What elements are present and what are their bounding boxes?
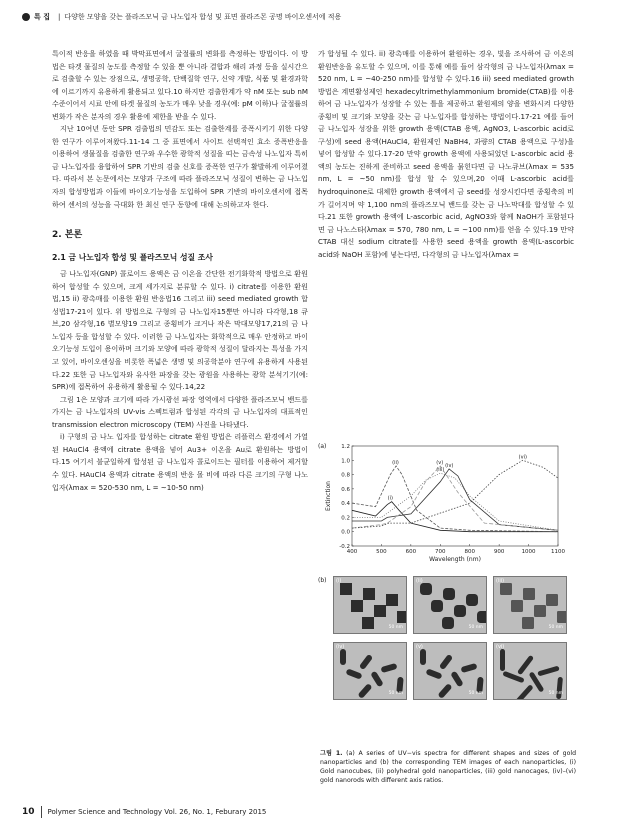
- nanoparticle: [477, 611, 487, 623]
- header-tag: 특 집: [34, 13, 50, 21]
- nanoparticle: [534, 605, 546, 617]
- nanoparticle: [357, 683, 372, 699]
- paragraph: 특이적 반응을 하였을 때 박막표면에서 굴절률의 변화를 측정하는 방법이다. 이 방법은 타겟 물질의 농도를 측정할 수 있을 뿐 아니라 결합과 해리 과정 등을 실시간으로 검출할 수 있는 장점으로, 생명공학, 단백질학 연구, 신약 개발, 식품 및 환경과학에 이르기까지 유용하게 활용되고 있다.10 하지만 검출한계가 약 nM 또는 sub nM 수준이어서 시료 안에 타겟 물질의 농도가 매우 낮을 경우(예: pM 이하)나 굴절률의 변화가 작은 분자의 경우 활용에 제한을 받을 수 있다.: [52, 49, 308, 121]
- header-separator: |: [57, 13, 61, 21]
- journal-info: Polymer Science and Technology Vol. 26, No. 1, Feburary 2015: [47, 808, 267, 816]
- nanoparticle: [466, 594, 478, 606]
- page-number: 10: [22, 807, 35, 817]
- tem-panel-label: (iv): [336, 644, 345, 650]
- y-axis-label: Extinction: [325, 481, 332, 511]
- nanoparticle: [340, 649, 346, 665]
- tem-panel-label: (ii): [416, 578, 423, 584]
- nanoparticle: [437, 683, 452, 699]
- nanoparticle: [431, 600, 443, 612]
- page-footer: [22, 806, 266, 818]
- series-line-5: [352, 466, 558, 530]
- nanoparticle: [454, 605, 466, 617]
- paragraph: 금 나노입자(GNP) 콜로이드 용액은 금 이온을 간단한 전기화학적 방법으로 환원하여 합성할 수 있으며, 크게 세가지로 분류할 수 있다. i) citrate를 이용한 환원법,15 ii) 광촉매를 이용한 환원 반응법16 그리고 iii) seed mediated growth 합성법17-21이 있다. 위 방법으로 구형의 금 나노입자15뿐만 아니라 다각형,18 큐브,20 삼각형,16 별모양19 그리고 종횡비가 크거나 작은 막대모양17,21의 금 나노입자 등을 합성할 수 있다. 이러한 금 나노입자는 화학적으로 매우 안정하고 바이오기능성 도입이 용이하며 크기와 모양에 따라 광학적 성질이 달라지는 특성을 가지고 있어, 바이오센싱을 비롯한 폭넓은 생명 및 의공학분야 연구에 유용하게 사용된다.22 또한 금 나노입자와 유사한 파장을 갖는 광원을 사용하는 광학 분석기기(예: SPR)에 접목하여 유용하게 활용될 수 있다.14,22: [52, 269, 308, 392]
- series-label-4: (iv): [445, 462, 454, 469]
- nanoparticle: [386, 594, 398, 606]
- series-label-5: (v): [436, 460, 444, 466]
- nanoparticle: [425, 668, 442, 679]
- nanoparticle: [460, 663, 477, 673]
- nanoparticle: [380, 663, 397, 673]
- scale-bar: 50 nm: [388, 625, 403, 630]
- nanoparticle: [442, 617, 454, 629]
- nanoparticle: [351, 600, 363, 612]
- y-tick-label: -0.2: [339, 544, 350, 550]
- tem-panel-label: (v): [416, 644, 423, 650]
- tem-panel-label: (i): [336, 578, 342, 584]
- nanoparticle: [363, 588, 375, 600]
- nanoparticle: [420, 583, 432, 595]
- y-tick-label: 0.2: [341, 515, 350, 522]
- y-tick-label: 1.0: [341, 458, 350, 465]
- tem-image-4: [333, 642, 407, 700]
- tem-image-2: [413, 576, 487, 634]
- right-column: [318, 48, 574, 261]
- uv-vis-chart: [322, 440, 568, 570]
- y-tick-label: 0.6: [341, 486, 350, 493]
- footer-divider: [41, 806, 42, 818]
- panel-a-label: (a): [318, 443, 327, 450]
- subsection-title: 2.1 금 나노입자 합성 및 플라즈모닉 성질 조사: [52, 252, 213, 262]
- y-tick-label: 0.8: [341, 472, 350, 479]
- nanoparticle: [374, 605, 386, 617]
- nanoparticle: [522, 617, 534, 629]
- series-label-2: (ii): [392, 460, 399, 466]
- scale-bar: 50 nm: [468, 691, 483, 696]
- nanoparticle: [511, 600, 523, 612]
- panel-b-label: (b): [318, 577, 327, 584]
- nanoparticle: [500, 583, 512, 595]
- x-axis-label: Wavelength (nm): [429, 556, 481, 563]
- nanoparticle: [515, 684, 533, 700]
- tem-image-6: [493, 642, 567, 700]
- nanoparticle: [370, 671, 384, 688]
- nanoparticle: [523, 588, 535, 600]
- x-tick-label: 1000: [521, 549, 536, 555]
- series-label-3: (iii): [436, 467, 445, 474]
- nanoparticle: [397, 611, 407, 623]
- x-tick-label: 500: [376, 549, 387, 555]
- nanoparticle: [557, 611, 567, 623]
- x-tick-label: 400: [346, 549, 358, 555]
- y-tick-label: 1.2: [341, 444, 350, 450]
- nanoparticle: [443, 588, 455, 600]
- nanoparticle: [546, 594, 558, 606]
- series-label-1: (i): [387, 495, 394, 502]
- nanoparticle: [500, 649, 505, 671]
- running-header: [22, 10, 602, 24]
- y-tick-label: 0.0: [341, 529, 350, 536]
- left-column: [52, 48, 308, 494]
- scale-bar: 50 nm: [548, 691, 563, 696]
- header-title: 다양한 모양을 갖는 플라즈모닉 금 나노입자 합성 및 표면 플라즈몬 공명 바이오센서에 적용: [64, 13, 342, 21]
- bullet-icon: [22, 13, 30, 21]
- paragraph: 지난 10여년 동안 SPR 검출법의 민감도 또는 검출한계를 증폭시키기 위한 다양한 연구가 이루어져왔다.11-14 그 중 표면에서 사이트 선택적인 효소 증폭반응을 이용하여 생물질을 검출한 연구와 우수한 광학적 성질을 띠는 금속성 나노입자 특히 금 나노입자를 융합하여 SPR 기반의 검출 신호를 증폭한 연구가 활발하게 이루어졌다. 따라서 본 논문에서는 모양과 구조에 따라 플라즈모닉 성질이 변하는 금 나노입자의 합성방법과 이들에 바이오기능성을 도입하여 SPR 기반의 바이오센서에 접목하여 센서의 성능을 극대화 한 최신 연구 동향에 대해 논의하고자 한다.: [52, 124, 308, 209]
- x-tick-label: 600: [405, 549, 417, 555]
- y-tick-label: 0.4: [341, 501, 350, 508]
- nanoparticle: [439, 654, 453, 670]
- x-tick-label: 800: [464, 549, 475, 555]
- series-line-4: [352, 469, 558, 530]
- caption-text: (a) A series of UV−vis spectra for different shapes and sizes of gold nanoparticles and (b) the corresponding TEM images of each nanoparticles, (i) Gold nanocubes, (ii) polyhedral gold nanoparticles, (iii) gold nanocages, (iv)–(vi) gold nanorods with different axis ratios.: [320, 750, 577, 784]
- nanoparticle: [359, 654, 373, 670]
- figure-caption: [320, 749, 576, 785]
- nanoparticle: [362, 617, 374, 629]
- scale-bar: 50 nm: [388, 691, 403, 696]
- series-label-6: (vi): [518, 454, 527, 461]
- paragraph: i) 구형의 금 나노 입자를 합성하는 citrate 환원 방법은 리플럭스 환경에서 가열된 HAuCl4 용액에 citrate 용액을 넣어 Au3+ 이온을 Au로 환원하는 방법이다.15 여기서 불균일하게 합성된 금 나노입자 콜로이드는 필터를 이용하여 제거할 수 있다. HAuCl4 용액과 citrate 용액의 반응 몰 비에 따라 다른 크기의 구형 나노입자(λmax = 520-530 nm, L = ~10-50 nm): [52, 432, 308, 492]
- nanoparticle: [537, 666, 560, 677]
- paragraph: 가 합성될 수 있다. ii) 광촉매를 이용하여 환원하는 경우, 빛을 조사하여 금 이온의 환원반응을 유도할 수 있으며, 이를 통해 예를 들어 삼각형의 금 나노입자(λmax = 520 nm, L = ~40-250 nm)를 합성할 수 있다.16 iii) seed mediated growth 방법은 계면활성제인 hexadecyltrimethylammonium bromide(CTAB)를 이용하여 금 나노입자가 성장할 수 있는 틀을 제공하고 환원제의 양을 변화시켜 다양한 종횡비 및 크기와 모양을 갖는 금 나노입자를 합성하는 방법이다.17-21 예를 들어 금 나노입자 성장을 위한 growth 용액(CTAB 용액, AgNO3, L-ascorbic acid로 구성)에 seed 용액(HAuCl4, 환원제인 NaBH4, 과량의 CTAB 용액으로 구성)을 넣어 합성할 수 있다.17-20 만약 growth 용액에 사용되었던 L-ascorbic acid 용액의 농도는 진하게 준비하고 seed 용액을 묽힌다면 금 나노큐브(λmax = 535 nm, L = ~50 nm)를 합성 할 수 있으며,20 이때 L-ascorbic acid를 hydroquinone로 대체한 growth 용액에서 금 seed를 성장시킨다면 종횡축의 비가 길어지며 약 1,100 nm의 플라즈모닉 밴드를 갖는 금 나노막대를 합성할 수 있다.21 또한 growth 용액에 L-ascorbic acid, AgNO3와 함께 NaOH가 포함된다면 금 나노스타(λmax = 570, 780 nm, L = ~100 nm)를 얻을 수 있다.19 만약 CTAB 대신 sodium citrate를 사용한 seed 용액을 growth 용액(L-ascorbic acid와 NaOH 포함)에 넣는다면, 다각형의 금 나노입자(λmax =: [318, 49, 574, 259]
- x-tick-label: 700: [435, 549, 446, 555]
- tem-image-5: [413, 642, 487, 700]
- series-line-6: [352, 460, 558, 528]
- x-tick-label: 900: [493, 549, 505, 555]
- paragraph: 그림 1은 모양과 크기에 따라 가시광선 파장 영역에서 다양한 플라즈모닉 밴드를 가지는 금 나노입자의 UV-vis 스펙트럼과 합성된 각각의 금 나노입자의 대표적인 transmission electron microscopy (TEM) 사진을 나타냈다.: [52, 394, 308, 429]
- section-title: 2. 본론: [52, 230, 83, 241]
- scale-bar: 50 nm: [468, 625, 483, 630]
- tem-panel-label: (iii): [496, 578, 505, 584]
- tem-image-1: [333, 576, 407, 634]
- series-line-2: [352, 466, 558, 532]
- scale-bar: 50 nm: [548, 625, 563, 630]
- series-line-3: [352, 473, 558, 530]
- nanoparticle: [420, 649, 426, 665]
- caption-label: 그림 1.: [320, 750, 343, 757]
- nanoparticle: [450, 671, 464, 688]
- tem-panel-label: (vi): [496, 644, 505, 650]
- nanoparticle: [340, 583, 352, 595]
- x-tick-label: 1100: [551, 549, 565, 555]
- nanoparticle: [345, 668, 362, 679]
- tem-image-3: [493, 576, 567, 634]
